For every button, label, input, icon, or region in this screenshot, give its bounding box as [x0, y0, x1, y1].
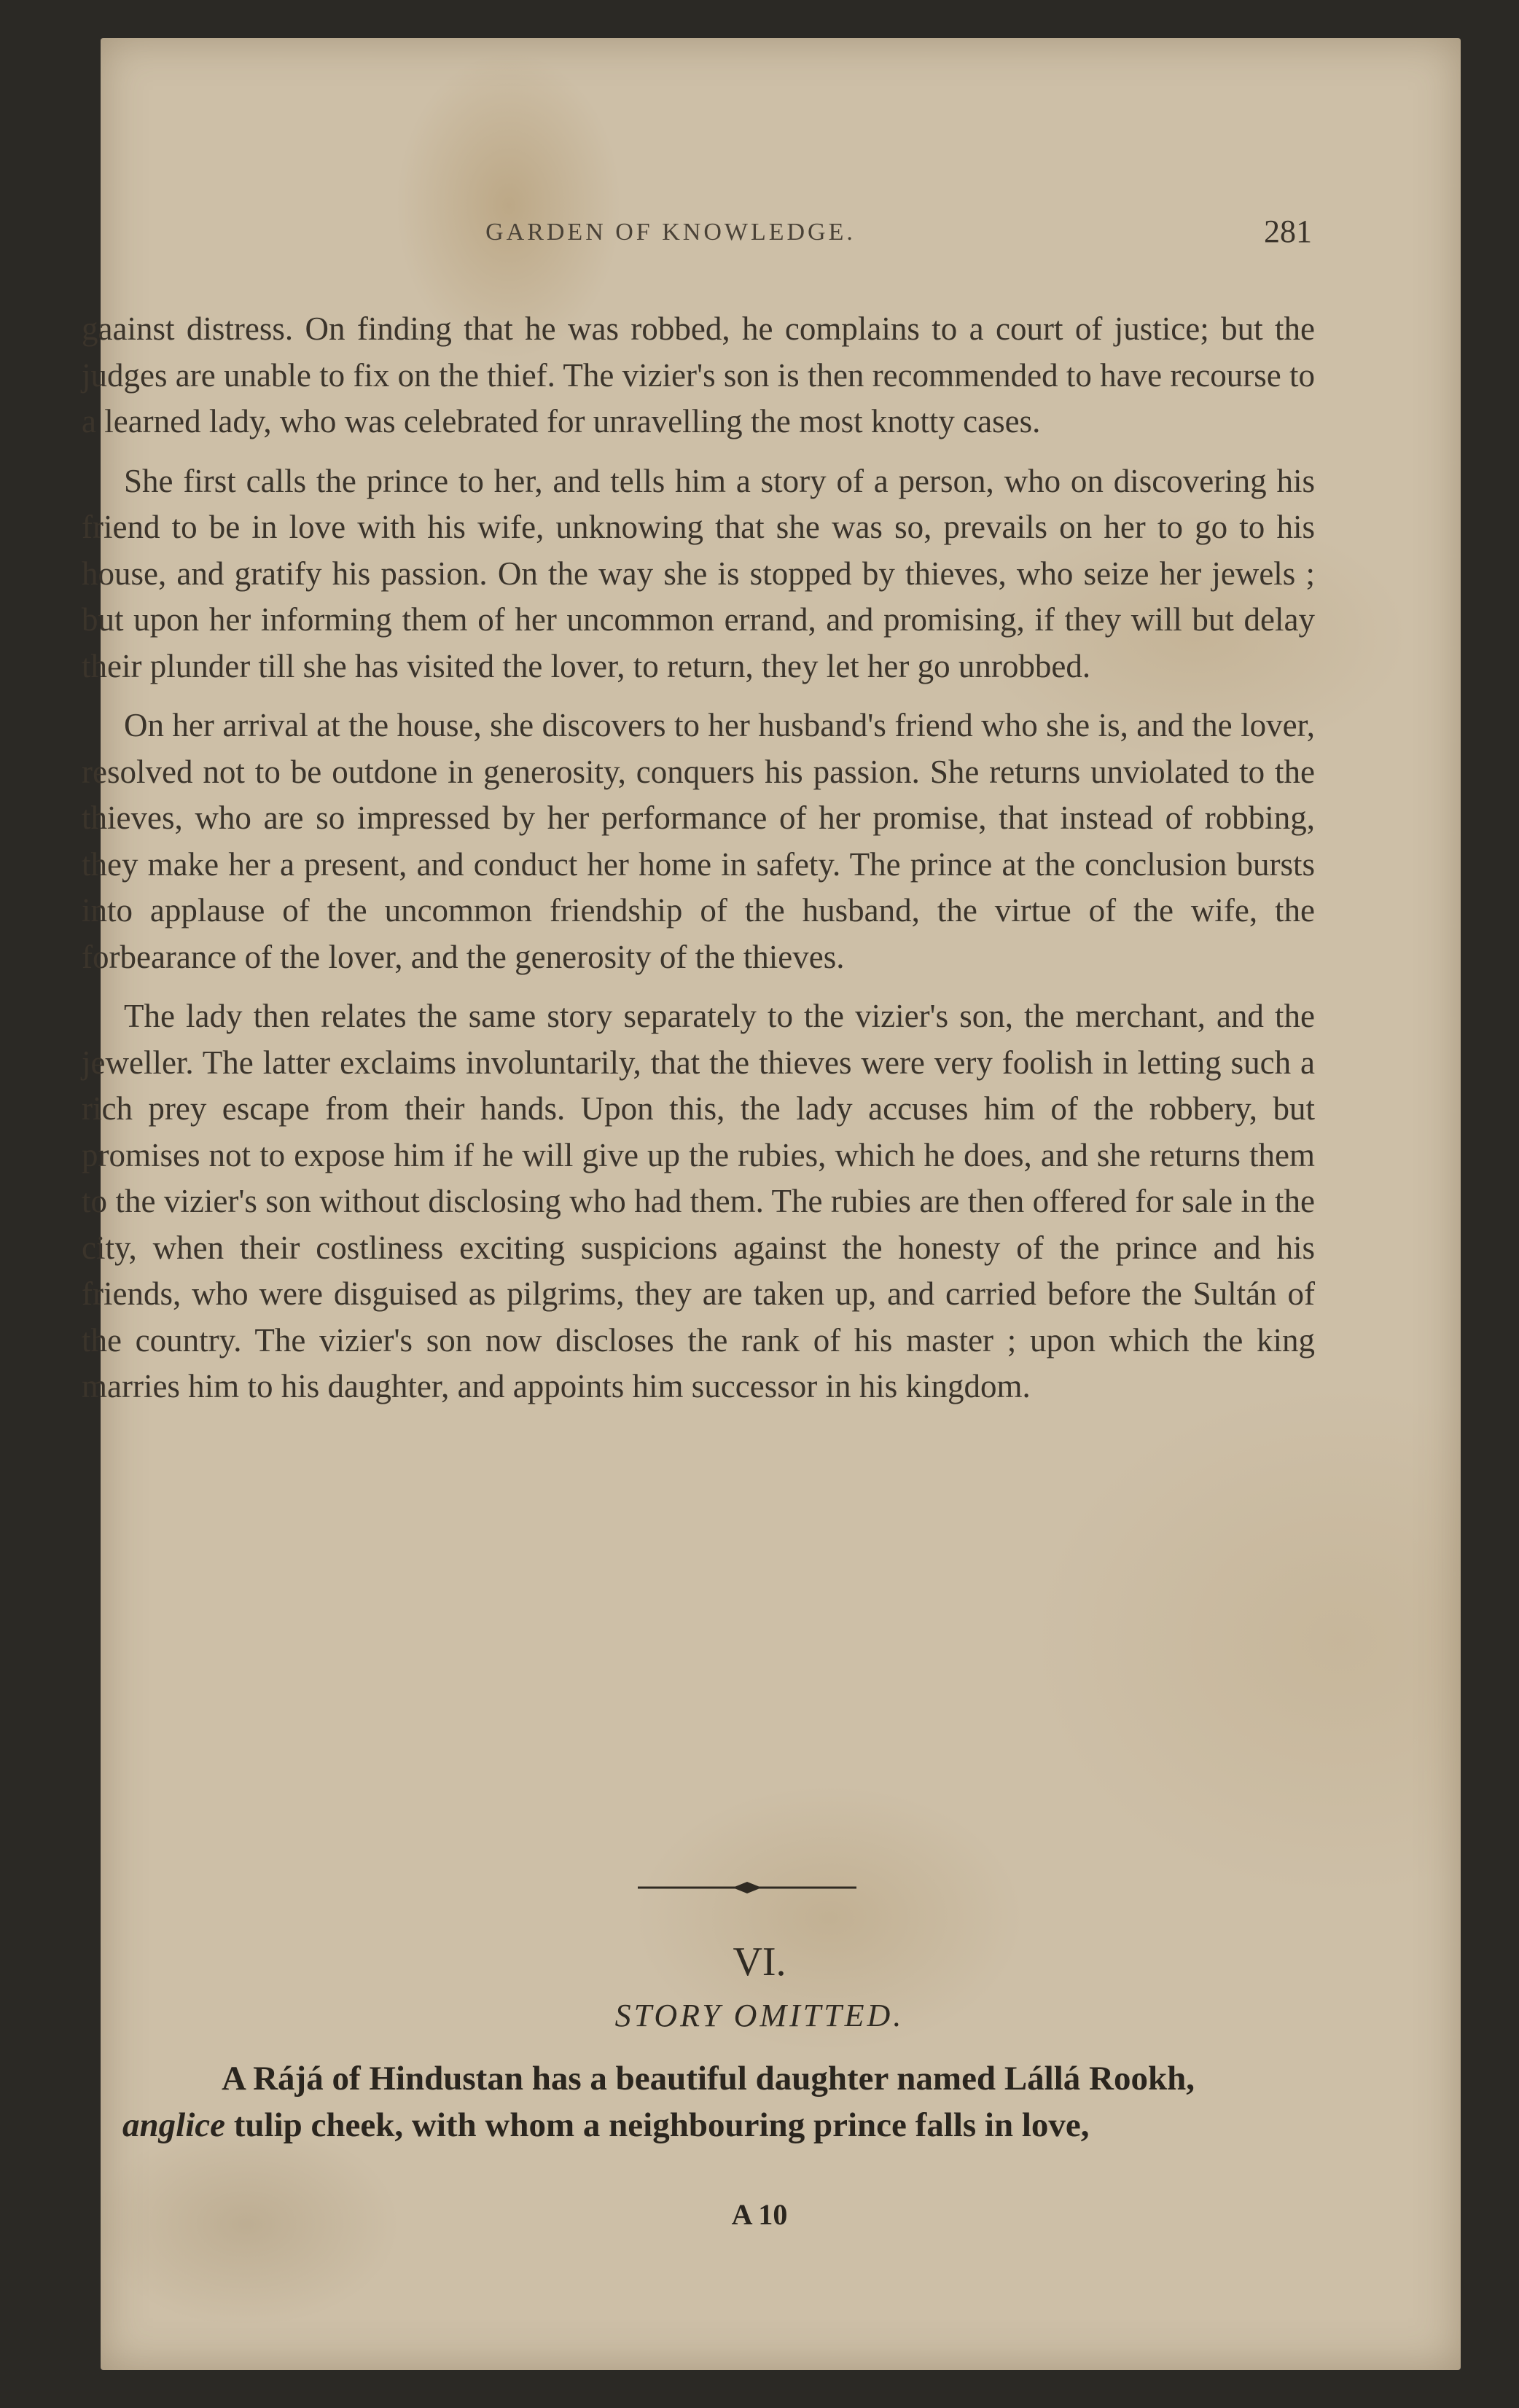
final-paragraph [122, 2055, 1315, 2149]
running-header [73, 214, 1312, 277]
running-title: GARDEN OF KNOWLEDGE. [485, 219, 856, 246]
section-divider-ornament [638, 1877, 856, 1899]
body-text [82, 306, 1315, 1423]
paragraph: The lady then relates the same story separately to the vizier's son, the merchant, and the jeweller. The latter exclaims involuntarily, that the thieves were very foolish in letting such a rich prey escape from their hands. Upon this, the lady accuses him of the robbery, but promises not to expose him if he will give up the rubies, which he does, and she returns them to the vizier's son without disclosing who had them. The rubies are then offered for sale in the city, when their costliness exciting suspicions against the honesty of the prince and his friends, who were disguised as pilgrims, they are taken up, and carried before the Sultán of the country. The vizier's son now discloses the rank of his master ; upon which the king marries him to his daughter, and appoints him successor in his kingdom. [82, 998, 1315, 1404]
italic-word: anglice [122, 2106, 225, 2144]
paragraph: She first calls the prince to her, and tells him a story of a person, who on discovering his friend to be in love with his wife, unknowing that she was so, prevails on her to go to his house, and gratify his passion. On the way she is stopped by thieves, who seize her jewels ; but upon her informing them of her uncommon errand, and promising, if they will but delay their plunder till she has visited the lover, to return, they let her go unrobbed. [82, 462, 1315, 684]
signature-mark: A 10 [731, 2198, 788, 2231]
section-number: VI. [733, 1939, 786, 1985]
final-text-end: tulip cheek, with whom a neighbouring prince falls in love, [224, 2106, 1090, 2144]
section-title: STORY OMITTED. [614, 1998, 905, 2033]
paragraph: On her arrival at the house, she discovers to her husband's friend who she is, and the lover, resolved not to be outdone in generosity, conquers his passion. She returns unviolated to the thieves, who are so impressed by her performance of her promise, that instead of robbing, they make her a present, and conduct her home in safety. The prince at the conclusion bursts into applause of the uncommon friendship of the husband, the virtue of the wife, the forbearance of the lover, and the generosity of the thieves. [82, 707, 1315, 975]
paragraph: gaainst distress. On finding that he was robbed, he complains to a court of justice; but the judges are unable to fix on the thief. The vizier's son is then recommended to have recourse to a learned lady, who was celebrated for unravelling the most knotty cases. [82, 310, 1315, 439]
final-text-start: A Rájá of Hindustan has a beautiful daughter named Lállá Rookh, [222, 2060, 1195, 2098]
page-number: 281 [1264, 214, 1312, 249]
